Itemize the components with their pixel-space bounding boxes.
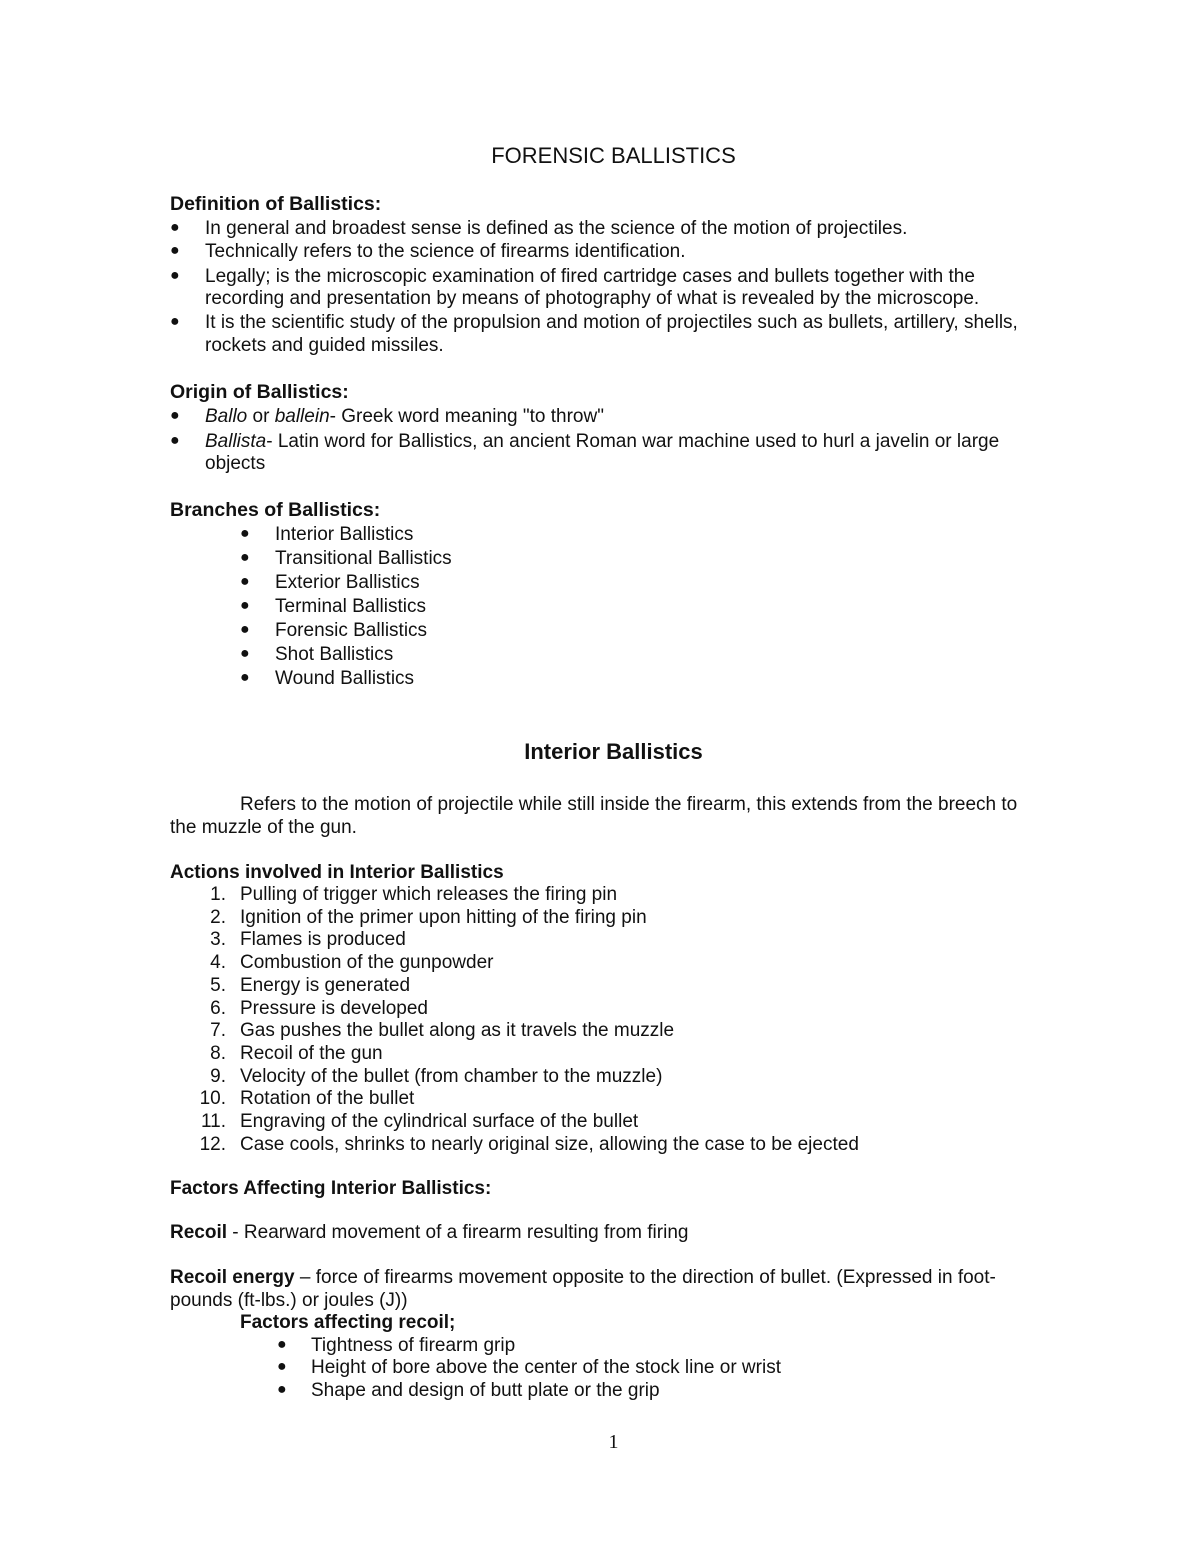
- origin-term: Ballista: [205, 431, 267, 452]
- origin-definition: - Latin word for Ballistics, an ancient Roman war machine used to hurl a javelin or large: [266, 431, 1000, 452]
- branch-item: Shot Ballistics: [275, 644, 394, 665]
- branch-item: Wound Ballistics: [275, 668, 415, 689]
- bullet-icon: ●: [240, 645, 250, 662]
- action-number: 8.: [210, 1043, 226, 1064]
- action-number: 7.: [210, 1020, 226, 1041]
- action-item: Rotation of the bullet: [240, 1088, 415, 1109]
- origin-item-cont: objects: [205, 453, 266, 474]
- action-item: Ignition of the primer upon hitting of the firing pin: [240, 907, 647, 928]
- factors-heading: Factors Affecting Interior Ballistics:: [170, 1178, 492, 1199]
- origin-item: [205, 405, 604, 428]
- recoil-energy-cont: pounds (ft-lbs.) or joules (J)): [170, 1290, 408, 1311]
- bullet-icon: ●: [170, 242, 180, 259]
- action-number: 11.: [200, 1111, 226, 1132]
- bullet-icon: ●: [170, 219, 180, 236]
- bullet-icon: ●: [170, 313, 180, 330]
- branch-item: Transitional Ballistics: [275, 548, 452, 569]
- factor-item: Shape and design of butt plate or the grip: [311, 1380, 660, 1401]
- interior-paragraph-line: Refers to the motion of projectile while still inside the firearm, this extends from the breech to: [240, 794, 1018, 815]
- action-number: 6.: [210, 998, 226, 1019]
- bullet-icon: ●: [240, 549, 250, 566]
- bullet-icon: ●: [240, 621, 250, 638]
- definition-heading: Definition of Ballistics:: [170, 193, 382, 215]
- definition-item: In general and broadest sense is defined as the science of the motion of projectiles.: [205, 218, 908, 239]
- factor-item: Tightness of firearm grip: [311, 1335, 516, 1356]
- section-heading: Interior Ballistics: [524, 739, 703, 764]
- bullet-icon: ●: [170, 432, 180, 449]
- recoil-energy-definition: [170, 1266, 996, 1289]
- recoil-energy-term: Recoil energy: [170, 1267, 295, 1288]
- definition-item-cont: rockets and guided missiles.: [205, 335, 444, 356]
- branch-item: Interior Ballistics: [275, 524, 414, 545]
- action-item: Recoil of the gun: [240, 1043, 383, 1064]
- branch-item: Terminal Ballistics: [275, 596, 426, 617]
- action-number: 9.: [210, 1066, 226, 1087]
- action-item: Pressure is developed: [240, 998, 428, 1019]
- bullet-icon: ●: [170, 407, 180, 424]
- action-number: 3.: [210, 929, 226, 950]
- interior-paragraph-line: the muzzle of the gun.: [170, 817, 357, 838]
- action-number: 2.: [210, 907, 226, 928]
- branches-heading: Branches of Ballistics:: [170, 499, 381, 521]
- bullet-icon: ●: [277, 1358, 287, 1375]
- recoil-text: - Rearward movement of a firearm resulting from firing: [227, 1222, 689, 1243]
- action-number: 4.: [210, 952, 226, 973]
- actions-heading: Actions involved in Interior Ballistics: [170, 862, 504, 883]
- page-title: FORENSIC BALLISTICS: [491, 143, 736, 168]
- action-number: 12.: [199, 1134, 226, 1155]
- origin-heading: Origin of Ballistics:: [170, 381, 349, 403]
- definition-item: Legally; is the microscopic examination of fired cartridge cases and bullets together with the: [205, 266, 975, 287]
- definition-item: It is the scientific study of the propulsion and motion of projectiles such as bullets, artillery, shells,: [205, 312, 1018, 333]
- origin-definition: - Greek word meaning "to throw": [329, 406, 604, 427]
- action-item: Flames is produced: [240, 929, 406, 950]
- bullet-icon: ●: [170, 267, 180, 284]
- origin-item: [205, 430, 999, 453]
- definition-item-cont: recording and presentation by means of photography of what is revealed by the microscope.: [205, 288, 980, 309]
- bullet-icon: ●: [240, 573, 250, 590]
- action-item: Case cools, shrinks to nearly original size, allowing the case to be ejected: [240, 1134, 859, 1155]
- branch-item: Exterior Ballistics: [275, 572, 420, 593]
- factors-recoil-heading: Factors affecting recoil;: [240, 1312, 456, 1333]
- action-item: Energy is generated: [240, 975, 411, 996]
- action-item: Pulling of trigger which releases the firing pin: [240, 884, 618, 905]
- origin-connector: or: [247, 406, 275, 427]
- bullet-icon: ●: [240, 525, 250, 542]
- bullet-icon: ●: [277, 1381, 287, 1398]
- origin-term: Ballo: [205, 406, 248, 427]
- bullet-icon: ●: [240, 597, 250, 614]
- recoil-definition: [170, 1221, 688, 1244]
- action-item: Velocity of the bullet (from chamber to the muzzle): [240, 1066, 663, 1087]
- action-item: Engraving of the cylindrical surface of the bullet: [240, 1111, 639, 1132]
- action-number: 1.: [210, 884, 226, 905]
- bullet-icon: ●: [277, 1336, 287, 1353]
- branch-item: Forensic Ballistics: [275, 620, 428, 641]
- origin-term: ballein: [274, 406, 330, 427]
- action-item: Gas pushes the bullet along as it travels the muzzle: [240, 1020, 675, 1041]
- bullet-icon: ●: [240, 669, 250, 686]
- recoil-term: Recoil: [170, 1222, 228, 1243]
- action-item: Combustion of the gunpowder: [240, 952, 494, 973]
- recoil-energy-text: – force of firearms movement opposite to the direction of bullet. (Expressed in foot-: [294, 1267, 996, 1288]
- action-number: 10.: [199, 1088, 226, 1109]
- factor-item: Height of bore above the center of the stock line or wrist: [311, 1357, 781, 1378]
- definition-item: Technically refers to the science of firearms identification.: [205, 241, 686, 262]
- page-number: 1: [608, 1431, 619, 1453]
- action-number: 5.: [210, 975, 226, 996]
